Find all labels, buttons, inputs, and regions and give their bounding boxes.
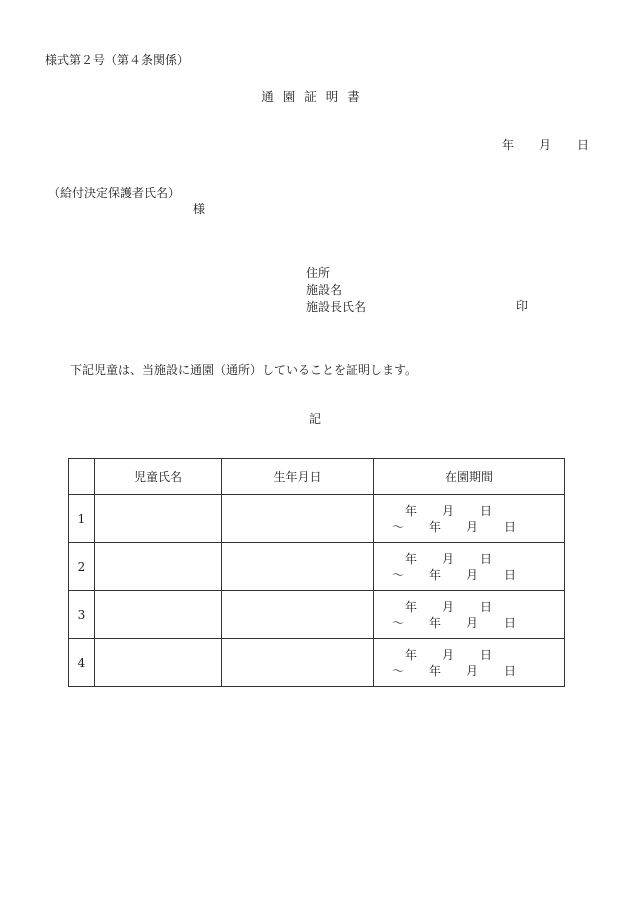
enrollment-period-cell[interactable]: [374, 495, 565, 543]
period-month-label: 月: [442, 551, 455, 566]
period-month-label: 月: [442, 599, 455, 614]
period-day-label: 日: [504, 663, 517, 678]
period-range-separator: ～: [392, 519, 405, 534]
period-month-label: 月: [466, 519, 479, 534]
row-number: 4: [69, 639, 95, 687]
birth-date-cell[interactable]: [222, 591, 374, 639]
period-month-label: 月: [466, 615, 479, 630]
period-year-label: 年: [429, 519, 442, 534]
child-name-cell[interactable]: [95, 495, 222, 543]
period-year-label: 年: [405, 599, 418, 614]
birth-date-cell[interactable]: [222, 495, 374, 543]
date-month-label: 月: [539, 138, 552, 152]
recipient-label: （給付決定保護者氏名）: [48, 186, 181, 200]
header-number: [69, 459, 95, 495]
period-year-label: 年: [429, 567, 442, 582]
period-end: [374, 615, 564, 631]
period-start: [374, 599, 564, 615]
enrollment-period-cell[interactable]: [374, 639, 565, 687]
period-year-label: 年: [405, 551, 418, 566]
period-month-label: 月: [442, 503, 455, 518]
enrollment-period-cell[interactable]: [374, 543, 565, 591]
period-month-label: 月: [466, 567, 479, 582]
birth-date-cell[interactable]: [222, 543, 374, 591]
row-number: 2: [69, 543, 95, 591]
issue-date: [502, 138, 589, 152]
period-end: [374, 519, 564, 535]
enrollment-period-cell[interactable]: [374, 591, 565, 639]
period-end: [374, 567, 564, 583]
header-birth-date: 生年月日: [222, 459, 374, 495]
date-year-label: 年: [502, 138, 515, 152]
row-number: 1: [69, 495, 95, 543]
row-number: 3: [69, 591, 95, 639]
period-month-label: 月: [466, 663, 479, 678]
facility-name-label: 施設名: [306, 283, 343, 297]
facility-head-label: 施設長氏名: [306, 300, 367, 314]
children-table: [68, 458, 565, 687]
child-name-cell[interactable]: [95, 543, 222, 591]
period-end: [374, 663, 564, 679]
seal-mark: 印: [516, 299, 529, 313]
child-name-cell[interactable]: [95, 639, 222, 687]
period-year-label: 年: [405, 647, 418, 662]
table-row: [69, 639, 565, 687]
period-year-label: 年: [429, 663, 442, 678]
table-row: [69, 591, 565, 639]
table-header-row: [69, 459, 565, 495]
period-day-label: 日: [504, 519, 517, 534]
period-day-label: 日: [480, 503, 493, 518]
date-day-label: 日: [577, 138, 590, 152]
header-enrollment-period: 在園期間: [374, 459, 565, 495]
birth-date-cell[interactable]: [222, 639, 374, 687]
period-range-separator: ～: [392, 663, 405, 678]
period-start: [374, 503, 564, 519]
period-day-label: 日: [480, 599, 493, 614]
period-day-label: 日: [504, 567, 517, 582]
record-heading: 記: [308, 412, 321, 426]
period-range-separator: ～: [392, 567, 405, 582]
child-name-cell[interactable]: [95, 591, 222, 639]
period-year-label: 年: [429, 615, 442, 630]
period-range-separator: ～: [392, 615, 405, 630]
period-month-label: 月: [442, 647, 455, 662]
address-label: 住所: [306, 266, 331, 280]
period-day-label: 日: [504, 615, 517, 630]
period-day-label: 日: [480, 647, 493, 662]
document-title: 通園証明書: [261, 89, 369, 104]
certification-text: 下記児童は、当施設に通園（通所）していることを証明します。: [70, 363, 418, 377]
table-row: [69, 543, 565, 591]
form-number: 様式第２号（第４条関係）: [45, 53, 190, 67]
header-child-name: 児童氏名: [95, 459, 222, 495]
table-row: [69, 495, 565, 543]
period-day-label: 日: [480, 551, 493, 566]
recipient-honorific: 様: [193, 202, 206, 216]
period-year-label: 年: [405, 503, 418, 518]
issuer-block: [306, 266, 366, 317]
period-start: [374, 551, 564, 567]
period-start: [374, 647, 564, 663]
